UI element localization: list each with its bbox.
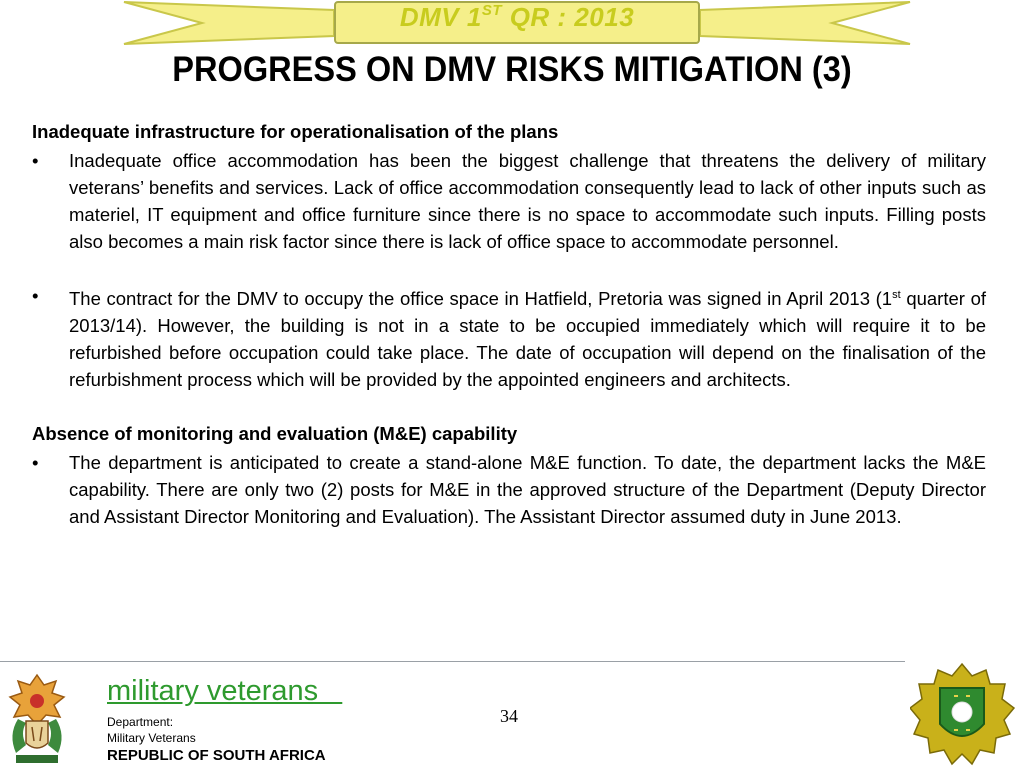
page-number: 34	[500, 706, 518, 726]
bullet-text: The department is anticipated to create a stand-alone M&E function. To date, the department lacks the M&E capability. There are only two (2) posts for M&E in the approved structure of the Department (Deputy Director and Assistant Director Monitoring and Evaluation). The Assistant Director assumed duty in June 2013.	[69, 452, 986, 528]
slide-content	[32, 118, 986, 530]
bullet-icon: •	[32, 150, 39, 171]
bullet-icon: •	[32, 285, 39, 306]
department-label: Department:	[107, 715, 174, 729]
bullet-item	[32, 147, 986, 255]
banner-label: DMV 1ST QR : 2013	[399, 2, 635, 32]
bullet-text: Inadequate office accommodation has been the biggest challenge that threatens the delivery of military veterans’ benefits and services. Lack of office accommodation consequently lead to lack of other inputs such as materiel, IT equipment and office furniture since there is no space to accommodate such inputs. Filling posts also becomes a main risk factor since there is lack of office space to accommodate personnel.	[69, 150, 986, 252]
bullet-icon: •	[32, 452, 39, 474]
bullet-item	[32, 282, 986, 393]
bullet-item	[32, 449, 986, 530]
page-title: PROGRESS ON DMV RISKS MITIGATION (3)	[172, 50, 852, 89]
country-name: REPUBLIC OF SOUTH AFRICA	[107, 747, 326, 764]
footer-brand-title: military veterans	[107, 675, 343, 707]
coat-of-arms-icon	[4, 671, 70, 767]
section-heading-infrastructure: Inadequate infrastructure for operationalisation of the plans	[32, 121, 559, 142]
department-name: Military Veterans	[107, 731, 196, 745]
header-banner	[122, 0, 912, 46]
bullet-text: The contract for the DMV to occupy the office space in Hatfield, Pretoria was signed in April 2013 (1st quarter of 2013/14). However, the building is not in a state to be occupied immediately which will require it to be refurbished before occupation could take place. The date of occupation will depend on the finalisation of the refurbishment process which will be provided by the appointed engineers and architects.	[69, 288, 986, 391]
section-heading-monitoring: Absence of monitoring and evaluation (M&E) capability	[32, 423, 518, 445]
footer-divider	[0, 661, 905, 662]
military-veterans-badge-icon	[910, 662, 1015, 768]
